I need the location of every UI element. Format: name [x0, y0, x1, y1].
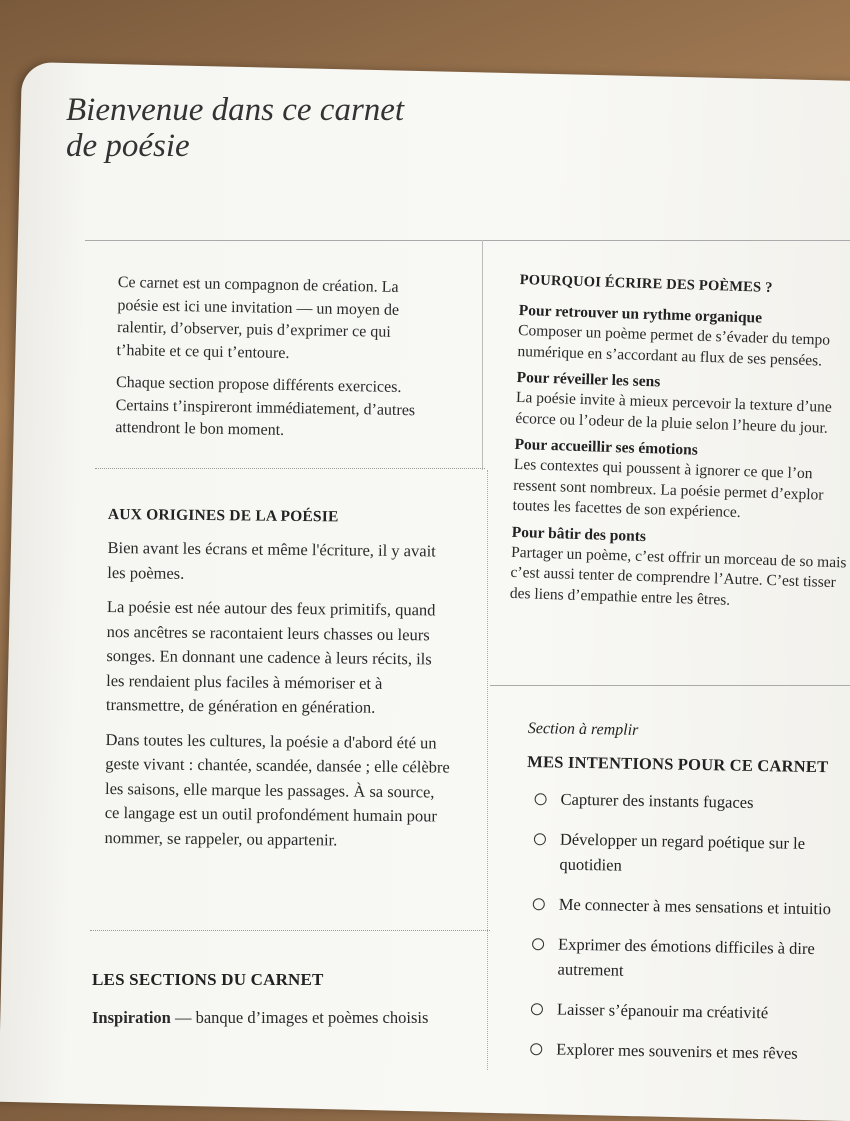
intentions-list: [522, 786, 847, 1067]
why-item-text: Partager un poème, c’est offrir un morceau de so mais c’est aussi tenter de comprendre l’Autre. C’est tisser des liens d’empathie entre les êtres.: [509, 543, 847, 609]
why-item: [515, 368, 850, 440]
origins-block: [104, 506, 453, 864]
origins-paragraph-3: Dans toutes les cultures, la poésie a d'abord été un geste vivant : chantée, scandée, dansée ; elle célèbre les saisons, elle marque les passages. À sa source, ce langage est un outil profondément humain pour nommer, se rappeler, ou appartenir.: [104, 729, 450, 849]
why-item-text: Les contextes qui poussent à ignorer ce que l’on ressent sont nombreux. La poésie permet d’explor toutes les facettes de son expérience.: [512, 455, 824, 522]
checkbox-circle-icon[interactable]: [532, 938, 544, 950]
fill-in-label: Section à remplir: [527, 720, 639, 739]
why-item-title: Pour accueillir ses émotions: [514, 435, 699, 459]
intention-text: Exprimer des émotions difficiles à dire autrement: [557, 934, 815, 980]
page-title: Bienvenue dans ce carnet de poésie: [66, 92, 405, 164]
center-rule-top: [482, 240, 483, 470]
why-item-text: La poésie invite à mieux percevoir la texture d’une écorce ou l’odeur de la pluie selon l’heure du jour.: [515, 388, 833, 437]
intro-paragraph-2: Chaque section propose différents exercices. Certains t’inspireront immédiatement, d’autres attendront le bon moment.: [115, 373, 416, 439]
list-item[interactable]: [525, 826, 846, 882]
why-item: [517, 301, 850, 373]
checkbox-circle-icon[interactable]: [530, 1043, 542, 1055]
center-rule-bottom: [487, 470, 488, 1070]
list-item[interactable]: [523, 996, 843, 1027]
checkbox-circle-icon[interactable]: [533, 898, 545, 910]
intention-text: Laisser s’épanouir ma créativité: [556, 999, 769, 1023]
sections-heading: LES SECTIONS DU CARNET: [92, 970, 324, 989]
intention-text: Explorer mes souvenirs et mes rêves: [556, 1039, 798, 1063]
why-item: [510, 522, 850, 614]
checkbox-circle-icon[interactable]: [535, 793, 547, 805]
checkbox-circle-icon[interactable]: [534, 833, 546, 845]
sections-item-name: Inspiration: [92, 1008, 171, 1027]
why-item: [512, 435, 850, 527]
intention-text: Me connecter à mes sensations et intuitio: [558, 894, 832, 919]
sections-item-inspiration: [92, 1006, 452, 1030]
intentions-heading: MES INTENTIONS POUR CE CARNET: [527, 751, 829, 777]
list-item[interactable]: [525, 891, 845, 922]
origins-paragraph-2: La poésie est née autour des feux primitifs, quand nos ancêtres se racontaient leurs chasses ou leurs songes. En donnant une cadence à leurs récits, ils les rendaient plus faciles à mémoriser et à transmettre, de génération en génération.: [105, 596, 436, 717]
checkbox-circle-icon[interactable]: [531, 1003, 543, 1015]
intro-paragraph-1: Ce carnet est un compagnon de création. La poésie est ici une invitation — un moyen de ralentir, d’observer, puis d’exprimer ce qui t’habite et ce qui t’entoure.: [116, 273, 400, 362]
left-rule-2: [90, 930, 490, 931]
intention-text: Développer un regard poétique sur le quotidien: [559, 829, 806, 875]
left-rule-1: [95, 468, 485, 469]
intro-block: [115, 272, 438, 455]
list-item[interactable]: [523, 931, 844, 987]
why-item-title: Pour bâtir des ponts: [511, 523, 647, 545]
why-item-text: Composer un poème permet de s’évader du tempo numérique en s’accordant au flux de ses pensées.: [517, 321, 831, 370]
list-item[interactable]: [526, 786, 846, 817]
why-block: [510, 272, 850, 615]
sections-item-desc: — banque d’images et poèmes choisis: [170, 1008, 429, 1027]
sections-block: [92, 970, 452, 1030]
origins-heading: AUX ORIGINES DE LA POÉSIE: [107, 506, 339, 526]
intention-text: Capturer des instants fugaces: [560, 789, 754, 812]
list-item[interactable]: [522, 1036, 842, 1067]
why-item-title: Pour retrouver un rythme organique: [518, 301, 763, 327]
top-rule: [85, 240, 850, 241]
why-item-title: Pour réveiller les sens: [516, 368, 661, 391]
origins-paragraph-1: Bien avant les écrans et même l'écriture, il y avait les poèmes.: [107, 537, 436, 583]
intentions-block: [522, 720, 848, 1082]
why-heading: POURQUOI ÉCRIRE DES POÈMES ?: [519, 272, 773, 296]
right-rule-1: [490, 685, 850, 686]
